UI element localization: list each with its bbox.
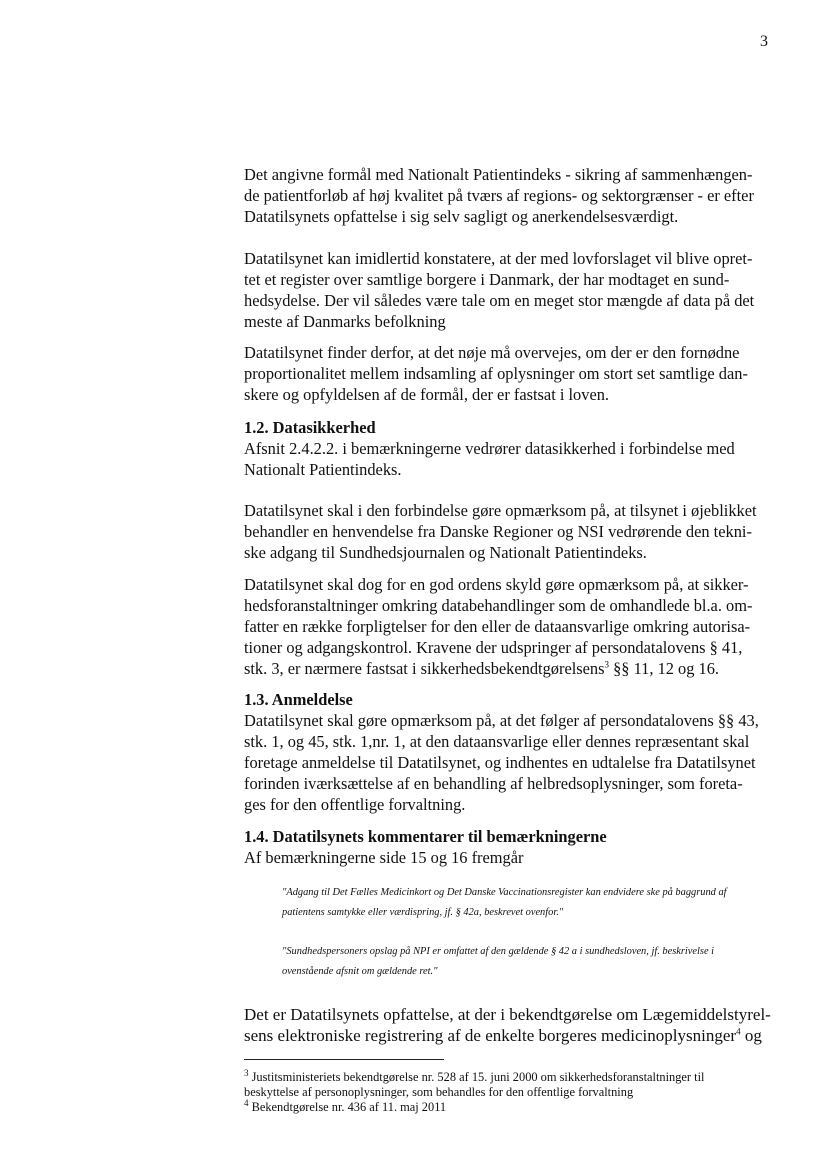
footnote-mark-4: 4: [244, 1097, 249, 1108]
quote-vaccination-register: [282, 883, 782, 923]
quote-text: "Sundhedspersoners opslag på NPI er omfattet af den gældende § 42 a i sundhedsloven, jf. beskrivelse i ovenstående afsnit om gældende ret.": [282, 946, 715, 977]
paragraph-proportionality: [244, 342, 776, 405]
page-number: 3: [760, 33, 768, 50]
quote-npi-lookup: [282, 942, 782, 982]
paragraph-text: [244, 1004, 776, 1046]
footnote-mark-3: 3: [244, 1067, 249, 1078]
section-text: Datatilsynet skal gøre opmærksom på, at det følger af persondatalovens §§ 43, stk. 1, og 45, stk. 1,nr. 1, at den dataansvarlige eller dennes repræsentant skal foretage anmeldelse til Datatilsynet, og indhentes en udtalelse fra Datatilsynet forinden iværksættelse af en behandling af helbredsoplysninger, som foreta- ges for den offentlige forvaltning.: [244, 711, 759, 814]
section-1-2: [244, 417, 776, 480]
footnote-ref-3: 3: [604, 659, 609, 670]
section-1-3: [244, 689, 776, 815]
footnotes: [244, 1067, 784, 1115]
footnote-separator: [244, 1059, 444, 1060]
paragraph-register: [244, 248, 776, 332]
paragraph-security-measures: [244, 574, 776, 679]
paragraph-text: Datatilsynet kan imidlertid konstatere, at der med lovforslaget vil blive opret- tet et register over samtlige borgere i Danmark, der har modtaget en sund- hedsydelse. Der vil således være tale om en meget stor mængde af data på det meste af Danmarks befolkning: [244, 249, 755, 331]
paragraph-final: [244, 1004, 776, 1046]
section-text: Af bemærkningerne side 15 og 16 fremgår: [244, 848, 524, 867]
section-text: Afsnit 2.4.2.2. i bemærkningerne vedrører datasikkerhed i forbindelse med Nationalt Patientindeks.: [244, 439, 735, 479]
section-heading: 1.2. Datasikkerhed: [244, 418, 376, 437]
paragraph-text-main: Datatilsynet skal dog for en god ordens skyld gøre opmærksom på, at sikker- hedsforanstaltninger omkring databehandlinger som de omhandlede bl.a. om- fatter en række forpligtelser for den eller de dataansvarlige omkring autorisa- tioner og adgangskontrol. Kravene der udspringer af persondatalovens § 41, stk. 3, er nærmere fastsat i sikkerhedsbekendtgørelsens: [244, 575, 753, 678]
paragraph-purpose: [244, 164, 776, 227]
section-heading: 1.3. Anmeldelse: [244, 690, 353, 709]
section-1-4: [244, 826, 776, 868]
paragraph-inquiry: [244, 500, 776, 563]
paragraph-text: [244, 574, 776, 679]
paragraph-text-main: Det er Datatilsynets opfattelse, at der i bekendtgørelse om Lægemiddelstyrel- sens elektroniske registrering af de enkelte borgeres medicinoplysninger: [244, 1005, 771, 1045]
footnote-4: [244, 1097, 784, 1115]
paragraph-text: Det angivne formål med Nationalt Patientindeks - sikring af sammenhængen- de patientforløb af høj kvalitet på tværs af regions- og sektorgrænser - er efter Datatilsynets opfattelse i sig selv sagligt og anerkendelsesværdigt.: [244, 165, 754, 226]
paragraph-text: Datatilsynet skal i den forbindelse gøre opmærksom på, at tilsynet i øjeblikket behandler en henvendelse fra Danske Regioner og NSI vedrørende den tekni- ske adgang til Sundhedsjournalen og Nationalt Patientindeks.: [244, 501, 757, 562]
footnote-text: Bekendtgørelse nr. 436 af 11. maj 2011: [248, 1100, 447, 1114]
paragraph-text: Datatilsynet finder derfor, at det nøje må overvejes, om der er den fornødne proportionalitet mellem indsamling af oplysninger om stort set samtlige dan- skere og opfyldelsen af de formål, der er fastsat i loven.: [244, 343, 748, 404]
section-heading: 1.4. Datatilsynets kommentarer til bemærkningerne: [244, 827, 607, 846]
quote-text: "Adgang til Det Fælles Medicinkort og Det Danske Vaccinationsregister kan endvidere ske på baggrund af patientens samtykke eller værdispring, jf. § 42a, beskrevet ovenfor.": [282, 887, 727, 918]
footnote-3: [244, 1067, 784, 1100]
footnote-ref-4: 4: [736, 1026, 741, 1037]
footnote-text: Justitsministeriets bekendtgørelse nr. 528 af 15. juni 2000 om sikkerhedsforanstaltninger til beskyttelse af personoplysninger, som behandles for den offentlige forvaltning: [244, 1070, 705, 1099]
paragraph-text-tail: §§ 11, 12 og 16.: [609, 659, 720, 678]
paragraph-text-tail: og: [740, 1026, 762, 1045]
